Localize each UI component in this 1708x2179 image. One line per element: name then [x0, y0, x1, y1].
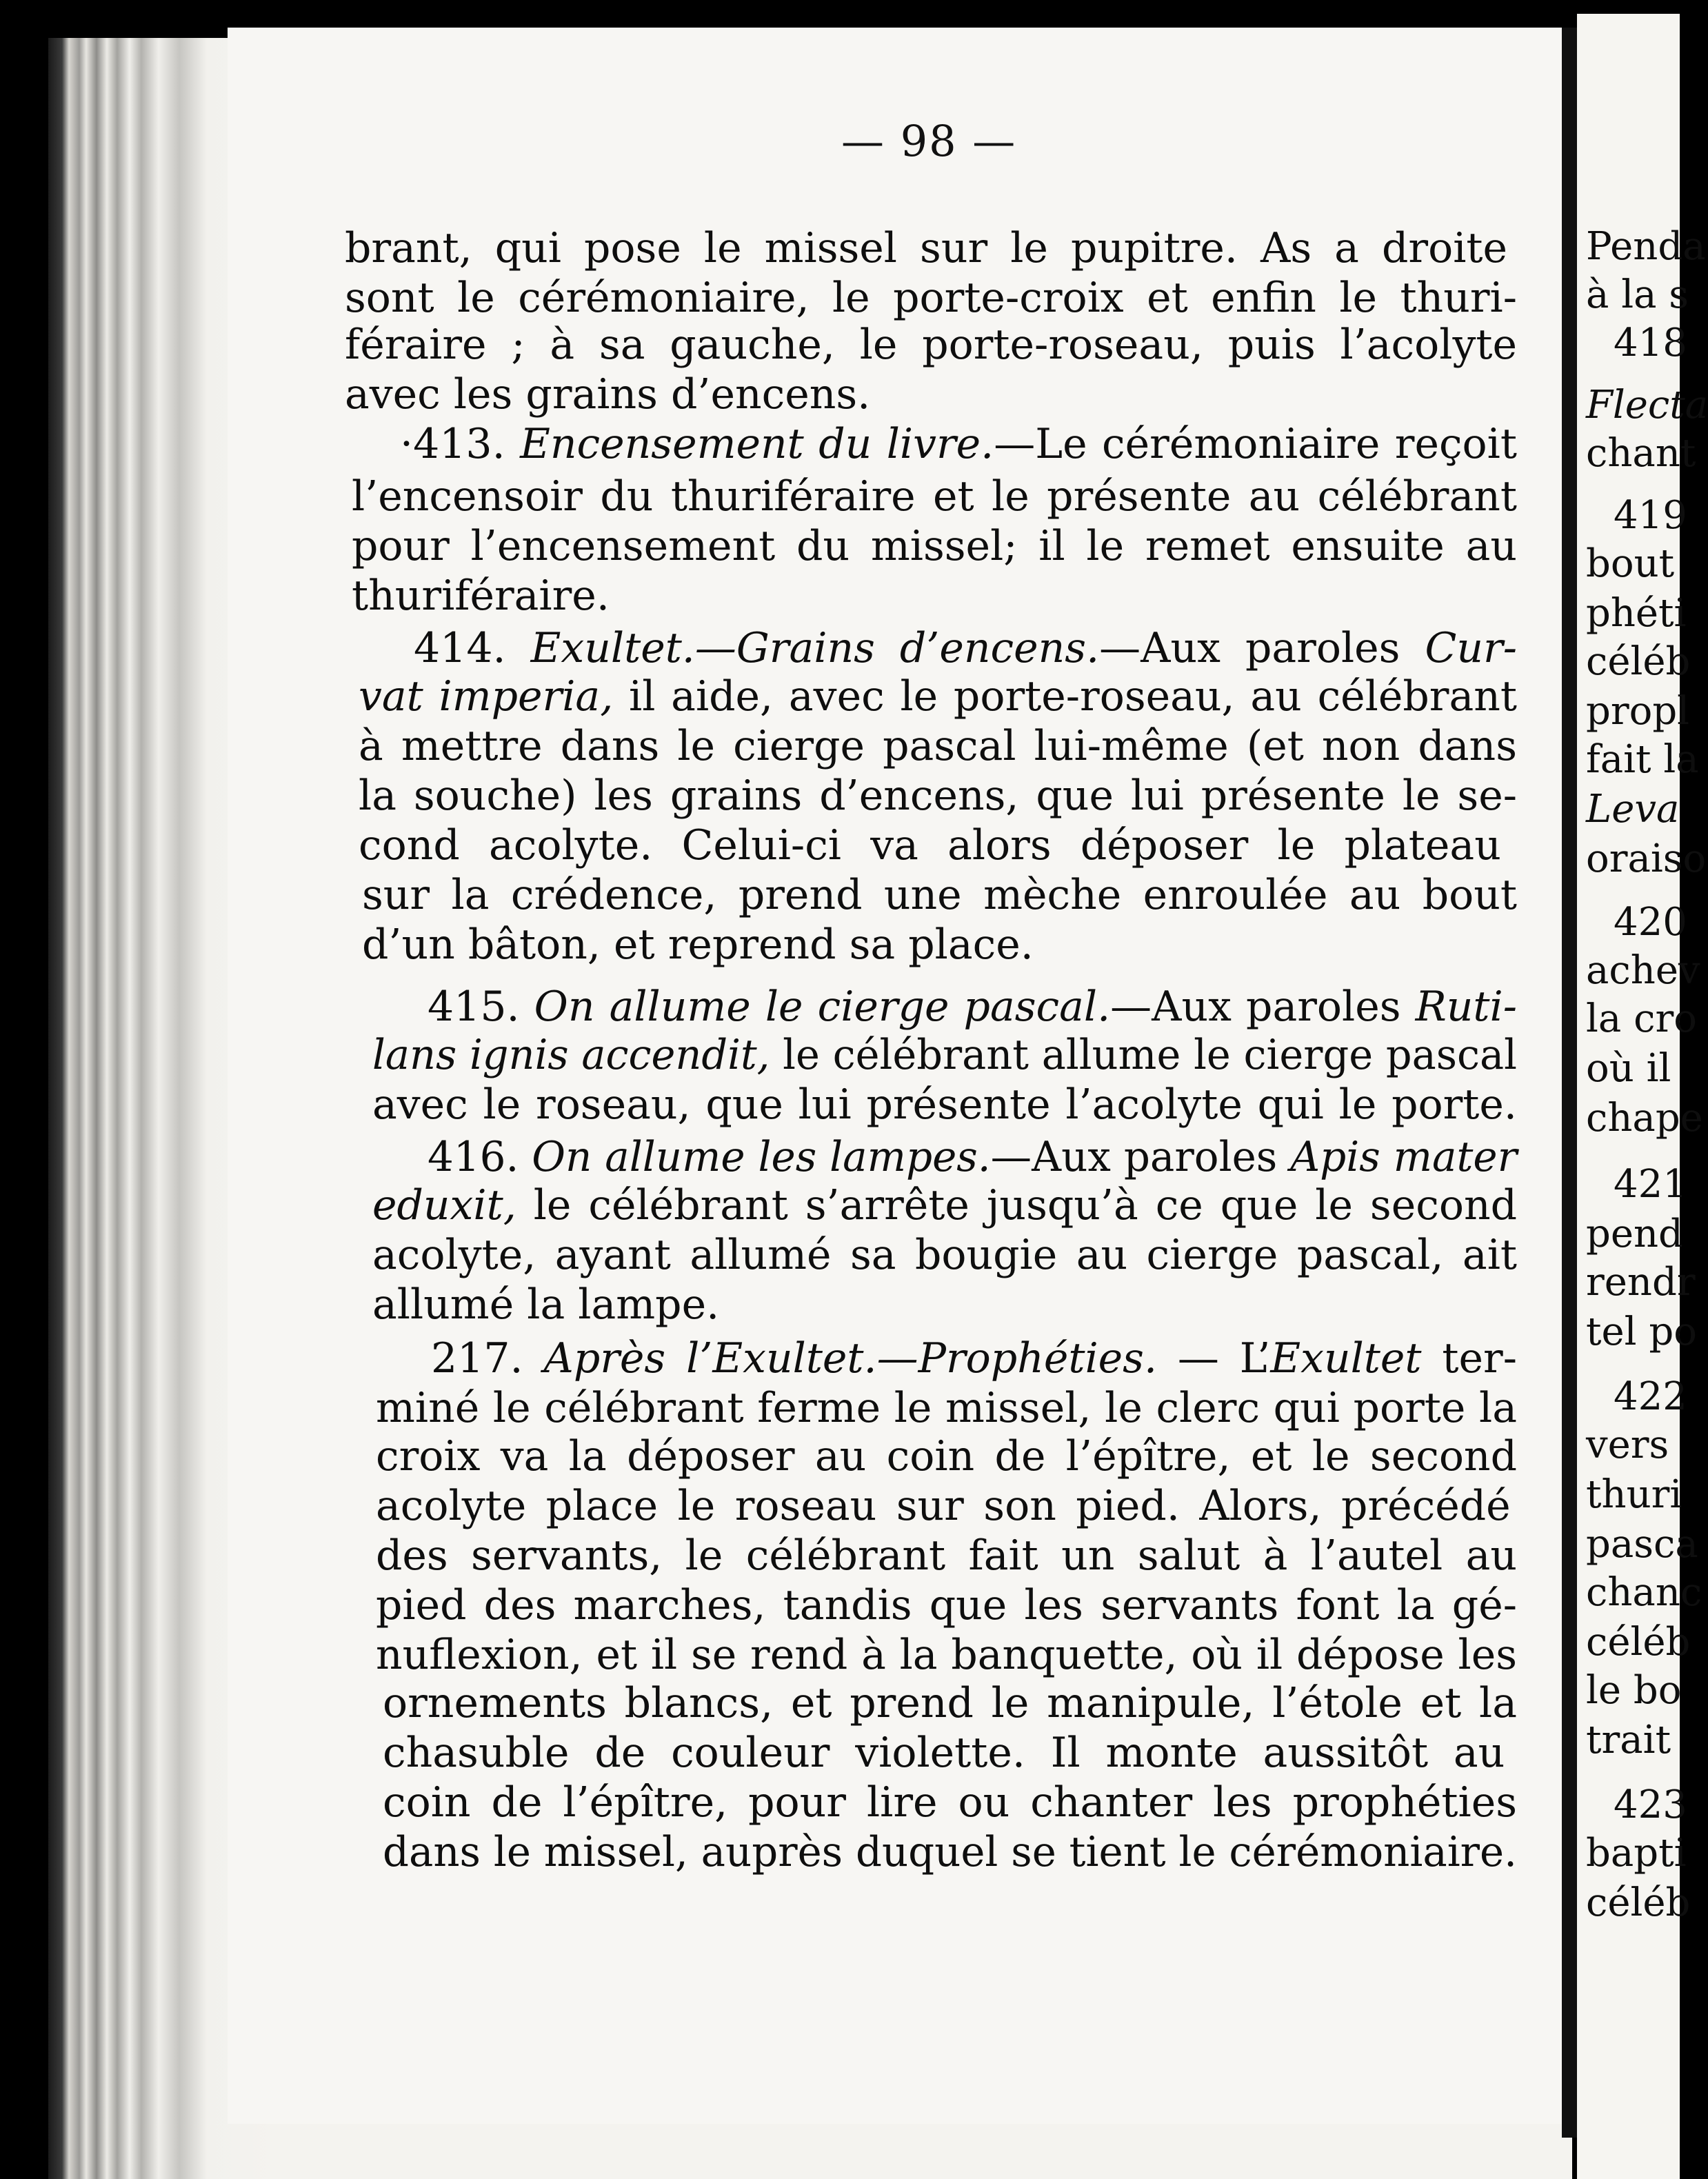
text-run: croix va la déposer au coin de l’épître, et le second [376, 1432, 1517, 1480]
text-line-fragment [1614, 493, 1687, 538]
text-run: ·413. [400, 420, 521, 468]
text-run: eduxit, [372, 1181, 516, 1229]
text-run: On allume les lampes. [532, 1133, 991, 1181]
text-run: thuriféraire. [352, 572, 610, 620]
text-run: 419 [1614, 493, 1687, 538]
text-line-fragment [1586, 948, 1700, 993]
text-line-fragment [1614, 1162, 1687, 1207]
text-run: —Le cérémoniaire reçoit [994, 420, 1517, 468]
text-run: chanc [1586, 1570, 1702, 1615]
text-run: acolyte place le roseau sur son pied. Alors, précédé [376, 1482, 1511, 1530]
text-run: lans ignis accendit, [372, 1031, 770, 1079]
text-run: céléb [1586, 639, 1691, 684]
text-run: Apis mater [1290, 1133, 1517, 1181]
text-run: — L’ [1157, 1334, 1271, 1383]
text-run: céléb [1586, 1880, 1691, 1925]
text-run: la souche) les grains d’encens, que lui présente le se- [359, 772, 1517, 820]
text-run: Exultet.—Grains d’encens. [530, 624, 1100, 672]
text-line-fragment [1586, 836, 1707, 881]
text-line-fragment [1586, 272, 1689, 317]
text-run: phéti [1586, 591, 1687, 636]
text-run: pied des marches, tandis que les servants font la gé- [376, 1581, 1517, 1629]
text-line-fragment [1586, 1570, 1702, 1615]
text-run: fait la [1586, 737, 1699, 782]
text-run: 415. [428, 983, 534, 1031]
text-line-fragment [1586, 1620, 1691, 1665]
text-run: sont le cérémoniaire, le porte-croix et enfin le thuri- [345, 274, 1517, 322]
text-run: la cro [1586, 996, 1697, 1041]
text-run: brant, qui pose le missel sur le pupitre. As a droite [345, 224, 1508, 272]
text-run: Après l’Exultet.—Prophéties. [543, 1334, 1158, 1383]
text-run: il aide, avec le porte-roseau, au célébrant [613, 672, 1517, 721]
text-run: avec les grains d’encens. [345, 370, 871, 419]
text-line-fragment [1614, 321, 1687, 365]
text-run: —Aux paroles [990, 1133, 1291, 1181]
text-run: 418 [1614, 321, 1687, 365]
text-run: 422 [1614, 1374, 1687, 1419]
text-run: vat imperia, [359, 672, 614, 721]
text-line-fragment [1586, 1212, 1683, 1256]
text-run: ter- [1421, 1334, 1517, 1383]
text-run: acolyte, ayant allumé sa bougie au cierge pascal, ait [372, 1231, 1517, 1279]
text-run: le célébrant s’arrête jusqu’à ce que le second [516, 1181, 1517, 1229]
text-run: achev [1586, 948, 1700, 993]
text-run: des servants, le célébrant fait un salut à l’autel au [376, 1532, 1517, 1580]
text-run: cond acolyte. Celui-ci va alors déposer le plateau [359, 821, 1501, 870]
text-run: trait [1586, 1718, 1671, 1763]
text-run: On allume le cierge pascal. [534, 983, 1111, 1031]
text-run: d’un bâton, et reprend sa place. [362, 921, 1034, 969]
text-line-fragment [1586, 689, 1690, 734]
text-run: dans le missel, auprès duquel se tient le cérémoniaire. [383, 1828, 1517, 1876]
text-run: chant [1586, 431, 1696, 476]
text-line-fragment [1614, 1783, 1687, 1827]
text-line-fragment [1586, 541, 1675, 586]
text-line-fragment [1586, 996, 1697, 1041]
text-run: vers [1586, 1423, 1669, 1467]
text-run: coin de l’épître, pour lire ou chanter les prophéties [383, 1778, 1517, 1827]
text-run: sur la crédence, prend une mèche enroulée au bout [362, 871, 1517, 919]
text-line-fragment [1586, 591, 1687, 636]
text-line-fragment [1614, 900, 1687, 945]
text-run: l’encensoir du thuriféraire et le présente au célébrant [352, 472, 1517, 521]
text-run: bout [1586, 541, 1675, 586]
text-run: le bo [1586, 1668, 1682, 1713]
text-line-fragment [1586, 737, 1699, 782]
text-run: céléb [1586, 1620, 1691, 1665]
text-run: 423 [1614, 1783, 1687, 1827]
text-run: tel po [1586, 1309, 1697, 1354]
text-run: pend [1586, 1212, 1683, 1256]
text-line-fragment [1586, 1046, 1671, 1091]
text-run: le célébrant allume le cierge pascal [770, 1031, 1517, 1079]
text-line-fragment [1586, 1309, 1697, 1354]
text-run: rendr [1586, 1260, 1696, 1305]
text-run: où il [1586, 1046, 1671, 1091]
text-run: Leva [1586, 787, 1680, 832]
text-run: nuflexion, et il se rend à la banquette, où il dépose les [376, 1631, 1517, 1679]
text-run: propl [1586, 689, 1690, 734]
text-run: Exultet [1270, 1334, 1422, 1383]
text-line-fragment [1586, 224, 1706, 269]
page-number: — 98 — [841, 116, 1017, 166]
text-run: ornements blancs, et prend le manipule, l’étole et la [383, 1679, 1517, 1727]
text-run: bapti [1586, 1831, 1687, 1876]
text-line-fragment [1586, 431, 1696, 476]
text-run: chasuble de couleur violette. Il monte aussitôt au [383, 1729, 1505, 1777]
text-run: avec le roseau, que lui présente l’acolyte qui le porte. [372, 1081, 1517, 1129]
text-run: Ruti- [1415, 983, 1517, 1031]
text-run: miné le célébrant ferme le missel, le clerc qui porte la [376, 1384, 1517, 1432]
text-run: Flecta [1586, 383, 1708, 428]
text-run: féraire ; à sa gauche, le porte-roseau, puis l’acolyte [345, 321, 1517, 369]
text-line-fragment [1586, 1096, 1703, 1141]
text-run: à mettre dans le cierge pascal lui-même (et non dans [359, 722, 1517, 770]
text-run: à la s [1586, 272, 1689, 317]
text-line-fragment [1586, 1260, 1696, 1305]
text-line-fragment [1586, 787, 1680, 832]
text-run: 416. [428, 1133, 532, 1181]
text-run: —Aux paroles [1110, 983, 1416, 1031]
text-run: 217. [431, 1334, 544, 1383]
text-run: 414. [414, 624, 531, 672]
text-line-fragment [1586, 1668, 1682, 1713]
text-run: thuri [1586, 1472, 1682, 1517]
text-run: Cur- [1425, 624, 1517, 672]
text-run: oraiso [1586, 836, 1707, 881]
text-run: 421 [1614, 1162, 1687, 1207]
text-line-fragment [1586, 1880, 1691, 1925]
text-line-fragment [1586, 1831, 1687, 1876]
text-line-fragment [1586, 1522, 1698, 1567]
text-run: pour l’encensement du missel; il le remet ensuite au [352, 522, 1517, 570]
text-run: pasca [1586, 1522, 1698, 1567]
text-line-fragment [1586, 383, 1708, 428]
text-run: —Aux paroles [1099, 624, 1425, 672]
text-line-fragment [1586, 639, 1691, 684]
text-run: Penda [1586, 224, 1706, 269]
text-line-fragment [1586, 1423, 1669, 1467]
text-run: Encensement du livre. [520, 420, 994, 468]
text-line-fragment [1586, 1472, 1682, 1517]
text-run: chape [1586, 1096, 1703, 1141]
text-run: allumé la lampe. [372, 1281, 720, 1329]
text-line-fragment [1614, 1374, 1687, 1419]
text-run: 420 [1614, 900, 1687, 945]
text-line-fragment [1586, 1718, 1671, 1763]
